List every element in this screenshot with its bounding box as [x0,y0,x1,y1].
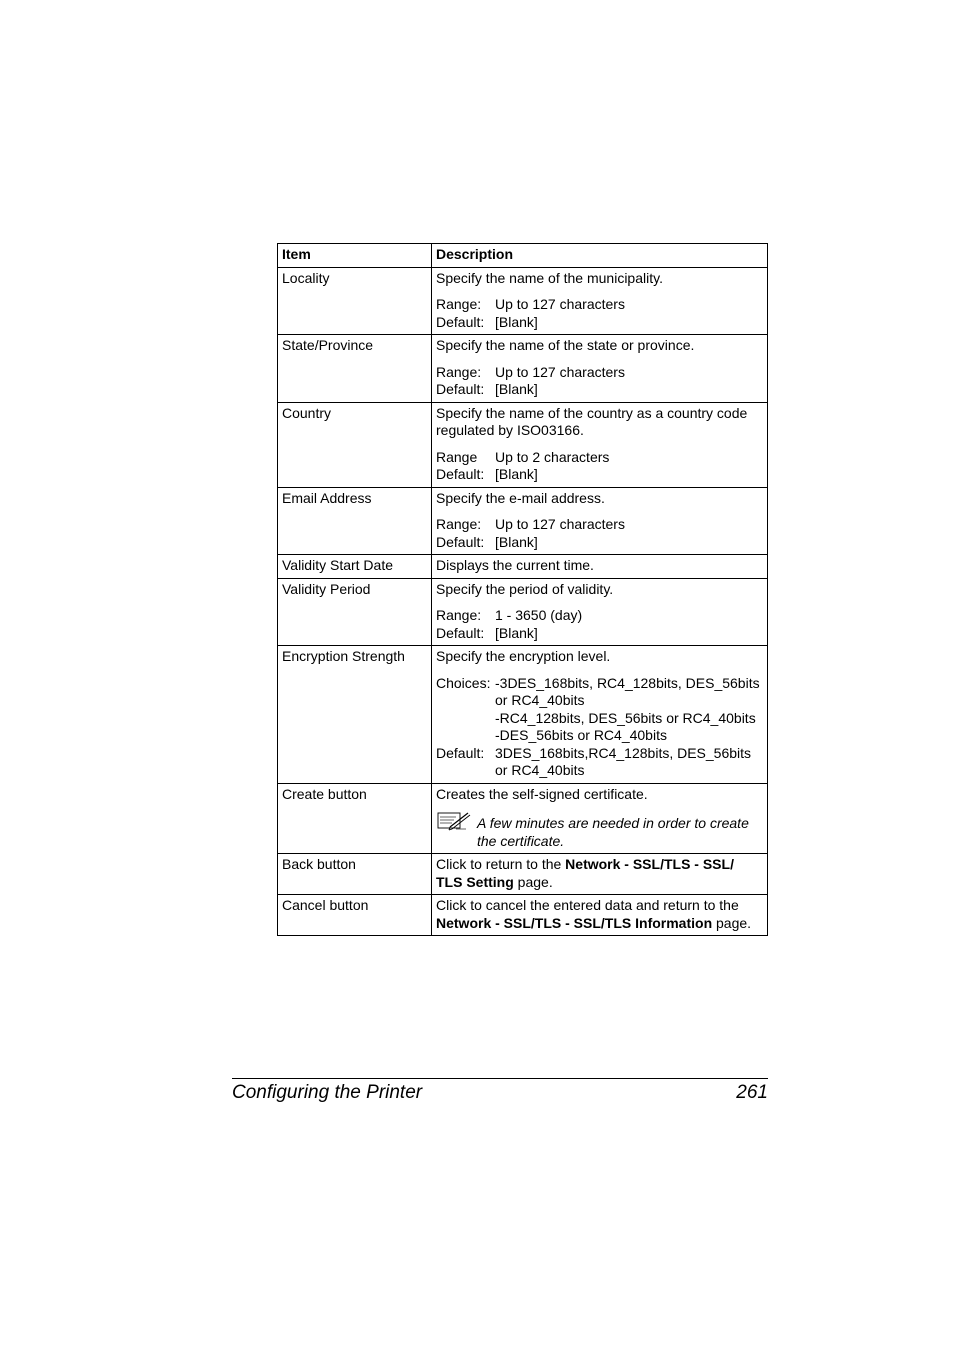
default-value: [Blank] [495,466,538,482]
choices-label: Choices: [436,674,491,691]
choice-item: -RC4_128bits, DES_56bits or RC4_40bits [495,709,756,726]
description-text: Specify the encryption level. [436,648,611,664]
row-description [432,646,768,784]
choice-item: -DES_56bits or RC4_40bits [495,727,667,743]
default-label: Default: [436,381,485,397]
choices-list [495,675,763,745]
description-text: page. [513,873,553,890]
description-text: Click to return to the [436,856,566,872]
default-line [436,466,763,484]
default-value: [Blank] [495,624,538,641]
default-label: Default: [436,744,485,761]
choice-item: -3DES_168bits, RC4_128bits, DES_56bits or RC4_40bits [495,674,760,708]
row-description [432,854,768,895]
description-text: Specify the period of validity. [436,580,614,597]
default-label: Default: [436,624,485,641]
description-text: Creates the self-signed certificate. [436,785,648,802]
range-value: Up to 127 characters [495,516,625,532]
range-line [436,449,763,467]
range-line [436,296,763,314]
table-row [278,335,768,403]
table-header-row [278,244,768,268]
description-text: Specify the e-mail address. [436,489,605,506]
default-line [436,534,763,552]
range-value: Up to 127 characters [495,363,625,380]
range-line [436,607,763,625]
row-item: Email Address [278,487,432,555]
row-item: Country [278,402,432,487]
row-item: Cancel button [278,895,432,936]
table-row [278,487,768,555]
row-description [432,267,768,335]
choices-line [436,675,763,745]
table-row [278,267,768,335]
range-label: Range: [436,363,482,380]
note [436,807,763,850]
row-item: Encryption Strength [278,646,432,784]
settings-table [277,243,768,936]
default-value: 3DES_168bits,RC4_128bits, DES_56bits or RC4_40bits [495,744,752,778]
row-description [432,555,768,579]
description-text: Specify the name of the country as a country code regulated by ISO03166. [436,404,748,438]
header-description: Description [432,244,768,268]
note-pencil-icon [436,807,472,835]
row-description [432,578,768,646]
range-label: Range: [436,607,482,623]
range-label: Range: [436,296,482,312]
description-text: Specify the name of the municipality. [436,269,663,286]
row-item: Validity Period [278,578,432,646]
range-value: 1 - 3650 (day) [495,607,583,623]
description-text: Displays the current time. [436,557,594,573]
table-row [278,895,768,936]
description-text: Specify the name of the state or province. [436,337,695,353]
note-text: A few minutes are needed in order to create the certificate. [477,815,749,849]
default-line [436,314,763,332]
default-line [436,625,763,643]
footer-title: Configuring the Printer [232,1082,423,1103]
description-text: page. [712,914,752,931]
range-line [436,364,763,382]
row-item: Back button [278,854,432,895]
default-label: Default: [436,313,485,330]
description-text: Click to cancel the entered data and return to the [436,897,739,913]
row-description [432,487,768,555]
row-item: Locality [278,267,432,335]
table-row [278,578,768,646]
range-label: Range [436,448,478,465]
row-description [432,402,768,487]
description-bold: Network - SSL/TLS - SSL/ TLS Setting [436,856,734,890]
default-line [436,745,763,780]
default-value: [Blank] [495,313,538,330]
row-item: State/Province [278,335,432,403]
page-number: 261 [736,1082,768,1103]
range-label: Range: [436,516,482,532]
header-item: Item [278,244,432,268]
range-line [436,516,763,534]
default-label: Default: [436,533,485,550]
range-value: Up to 127 characters [495,296,625,312]
default-label: Default: [436,466,485,482]
table-row [278,783,768,854]
row-item: Validity Start Date [278,555,432,579]
table-row [278,854,768,895]
description-bold: Network - SSL/TLS - SSL/TLS Information [436,914,713,931]
table-row [278,646,768,784]
range-value: Up to 2 characters [495,448,610,465]
default-value: [Blank] [495,381,538,397]
footer-divider [232,1078,768,1079]
row-description [432,895,768,936]
row-item: Create button [278,783,432,854]
default-value: [Blank] [495,533,538,550]
row-description [432,783,768,854]
default-line [436,381,763,399]
table-row [278,555,768,579]
table-row [278,402,768,487]
row-description [432,335,768,403]
